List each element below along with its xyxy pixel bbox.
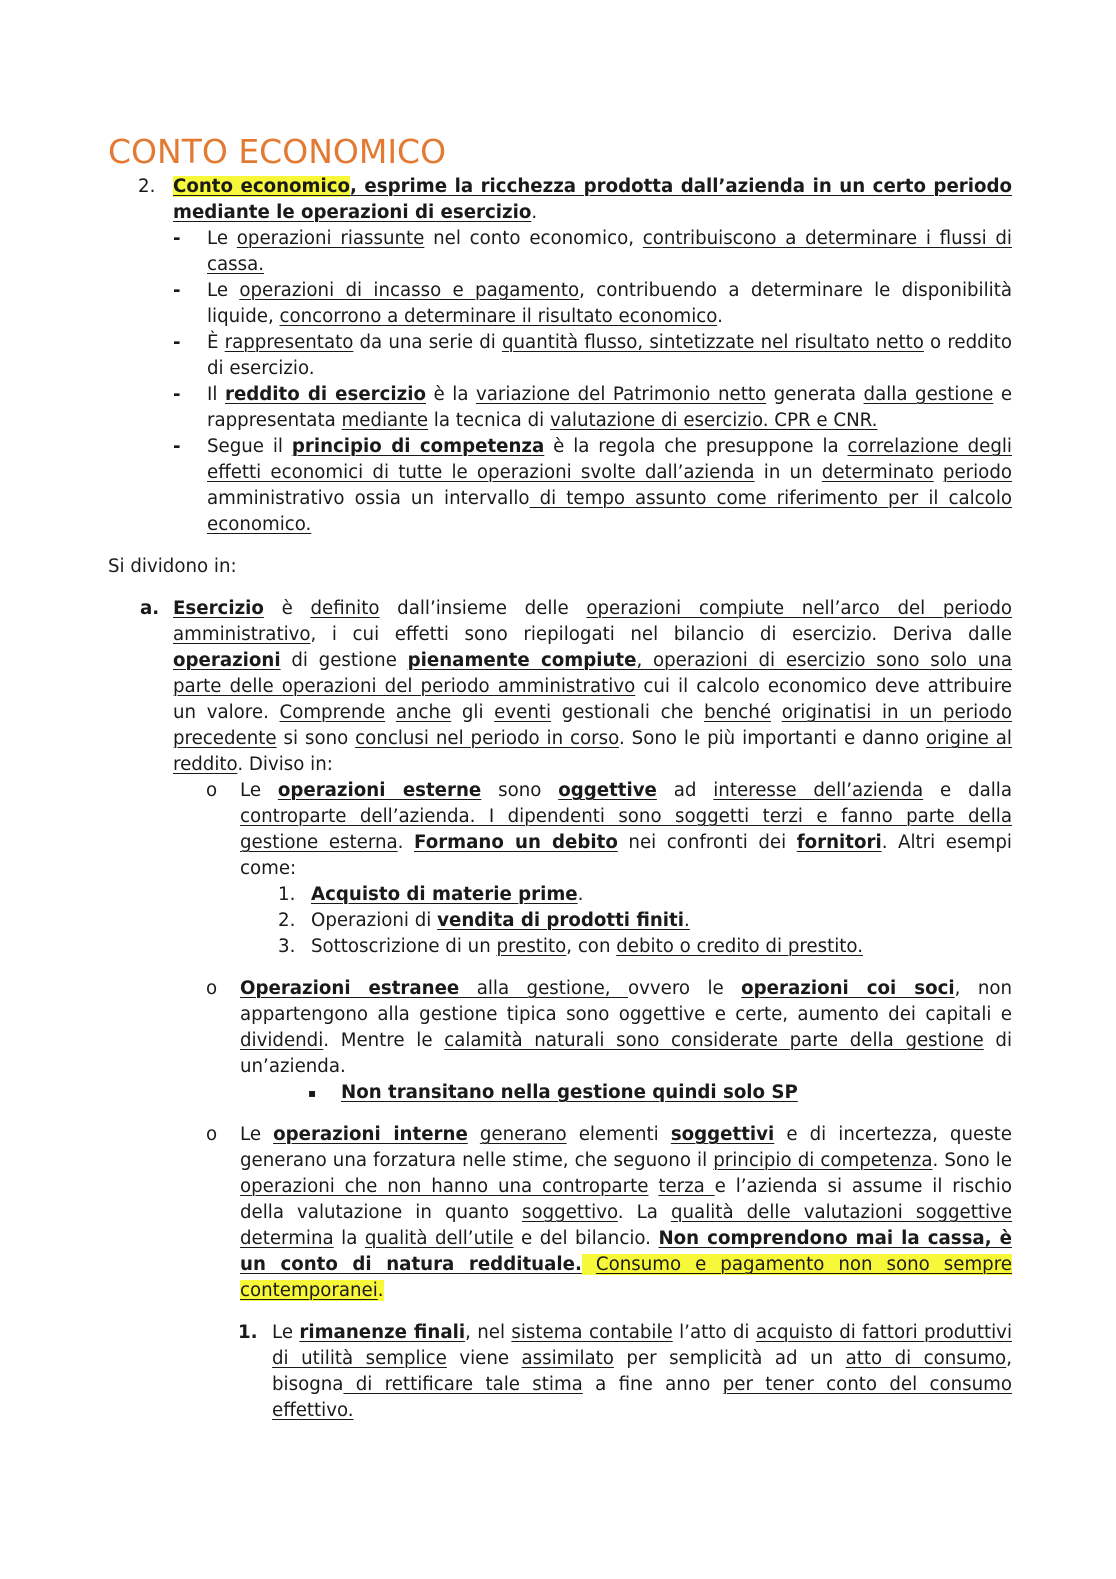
text-run: , esprime la ricchezza prodotta dall’azienda in un certo periodo mediante le operazioni di esercizio	[173, 176, 1013, 223]
text-run: . Diviso in:	[237, 754, 333, 775]
dash-item	[173, 226, 1012, 278]
text-run: , con	[566, 936, 617, 957]
circle-item-external	[206, 778, 1012, 882]
list-marker: -	[173, 280, 181, 301]
text-run: elementi	[566, 1124, 671, 1145]
text-run: per semplicità ad un	[613, 1348, 846, 1369]
list-marker: -	[173, 332, 181, 353]
text-run: in un	[754, 462, 822, 483]
item-2-text	[173, 174, 1012, 226]
text-run: pienamente compiute	[407, 650, 637, 671]
text-run: qualità dell’utile	[364, 1228, 514, 1249]
spacer	[108, 960, 1012, 976]
text-run: operazioni interne	[273, 1124, 468, 1145]
text-run: .	[377, 1280, 384, 1301]
example-text	[311, 908, 1012, 934]
text-run: operazioni di incasso e pagamento	[239, 280, 580, 301]
text-run: , non appartengono alla gestione tipica sono oggettive e certe, aumento dei capitali e	[240, 978, 1012, 1025]
dash-item-text	[207, 278, 1012, 330]
text-run: è la regola che presuppone la	[544, 436, 848, 457]
text-run: rimanenze finali	[299, 1322, 466, 1343]
text-run: . Sono le	[932, 1150, 1012, 1171]
example-text	[311, 934, 1012, 960]
spacer	[108, 580, 1012, 596]
text-run	[771, 702, 782, 723]
text-run: e dalla	[923, 780, 1012, 801]
text-run: Operazioni di	[311, 910, 438, 931]
text-run: calamità naturali sono considerate parte della gestione	[444, 1030, 984, 1051]
text-run: vendita di prodotti finiti	[437, 910, 684, 931]
text-run: viene	[446, 1348, 522, 1369]
text-run: mediante	[341, 410, 429, 431]
text-run: e l’azienda si assume il rischio della valutazione in quanto	[240, 1176, 1012, 1223]
text-run: Comprende	[279, 702, 386, 723]
text-run: Le	[207, 280, 240, 301]
text-run: ovvero le	[628, 978, 742, 999]
list-marker: 2.	[278, 910, 296, 931]
text-run	[385, 702, 396, 723]
text-run: operazioni esterne	[277, 780, 482, 801]
text-run: a fine anno	[582, 1374, 723, 1395]
text-run: definito	[310, 598, 380, 619]
example-item	[278, 934, 1012, 960]
text-run: da una serie di	[353, 332, 502, 353]
text-run: operazioni riassunte	[236, 228, 425, 249]
text-run: e rappresentata	[207, 384, 1013, 431]
text-run: anche	[395, 702, 452, 723]
external-operations-text	[240, 778, 1012, 882]
text-run: Segue il	[207, 436, 292, 457]
text-run: Il	[207, 384, 225, 405]
square-sub-item	[308, 1080, 1012, 1106]
numbered-item-2	[138, 174, 1012, 226]
text-run: Conto economico	[173, 176, 350, 197]
spacer	[108, 1304, 1012, 1320]
text-run: principio di competenza	[291, 436, 545, 457]
text-run: periodo	[942, 462, 1012, 483]
text-run: o reddito di esercizio.	[207, 332, 1013, 379]
text-run: Acquisto di materie prime	[311, 884, 578, 905]
text-run: .	[577, 884, 584, 905]
example-text	[311, 882, 1012, 908]
text-run: Esercizio	[173, 598, 264, 619]
text-run: Le	[240, 780, 278, 801]
dash-item-text	[207, 330, 1012, 382]
list-marker: -	[173, 228, 181, 249]
text-run: e di incertezza, queste generano una forzatura nelle stime, che seguono il	[240, 1124, 1012, 1171]
text-run: quantità flusso, sintetizzate nel risultato netto	[501, 332, 924, 353]
text-run: soggettivo	[522, 1202, 618, 1223]
text-run: è	[263, 598, 311, 619]
example-item	[278, 908, 1012, 934]
text-run: . Sono le più importanti e danno	[618, 728, 926, 749]
text-run: debito o credito di prestito.	[616, 936, 864, 957]
list-marker: 2.	[138, 176, 156, 197]
text-run: principio di competenza	[713, 1150, 933, 1171]
dash-list	[173, 226, 1012, 538]
text-run: nel conto economico,	[424, 228, 643, 249]
text-run: gestionali che	[551, 702, 705, 723]
text-run: variazione del Patrimonio netto	[476, 384, 767, 405]
text-run: Le	[207, 228, 237, 249]
text-run: benché	[704, 702, 772, 723]
text-run: fornitori	[796, 832, 882, 853]
dash-item	[173, 434, 1012, 538]
text-run: generata	[766, 384, 864, 405]
text-run: terza	[658, 1176, 715, 1197]
dash-item-text	[207, 382, 1012, 434]
list-marker: 1.	[278, 884, 296, 905]
text-run: è la	[425, 384, 477, 405]
list-marker: a.	[140, 598, 160, 619]
list-marker: -	[173, 384, 181, 405]
text-run: di un’azienda.	[240, 1030, 1012, 1077]
text-run: gli	[451, 702, 495, 723]
text-run: Consumo e pagamento non sono sempre contemporanei	[240, 1254, 1012, 1301]
text-run: alla gestione,	[459, 978, 628, 999]
dash-item	[173, 382, 1012, 434]
text-run: ad	[656, 780, 714, 801]
text-run: Operazioni estranee	[240, 978, 460, 999]
document-title: CONTO ECONOMICO	[108, 132, 447, 171]
text-run: , contribuendo a determinare le disponibilità liquide,	[207, 280, 1012, 327]
text-run: operazioni compiute nell’arco del periodo amministrativo	[173, 598, 1012, 645]
rimanenze-text	[272, 1320, 1012, 1424]
numbered-item-rimanenze	[238, 1320, 1012, 1424]
list-marker: o	[206, 1124, 218, 1145]
text-run: .	[397, 832, 415, 853]
text-run: per tener conto del consumo effettivo.	[272, 1374, 1012, 1421]
spacer	[108, 1106, 1012, 1122]
text-run: . Mentre le	[323, 1030, 445, 1051]
text-run: origine al reddito	[173, 728, 1012, 775]
circle-item-extraneous	[206, 976, 1012, 1080]
text-run: , i cui effetti sono riepilogati nel bilancio di esercizio. Deriva dalle	[310, 624, 1012, 645]
text-run: .	[531, 202, 538, 223]
sub-item-text: Non transitano nella gestione quindi solo SP	[341, 1082, 798, 1103]
dash-item	[173, 330, 1012, 382]
internal-operations-text	[240, 1122, 1012, 1304]
text-run: , bisogna	[272, 1348, 1012, 1395]
list-marker: 3.	[278, 936, 296, 957]
text-run: acquisto di fattori produttivi di utilità semplice	[272, 1322, 1012, 1369]
text-run: dividendi	[240, 1030, 324, 1051]
text-run: È	[207, 332, 225, 353]
text-run	[934, 462, 943, 483]
text-run: l’atto di	[672, 1322, 756, 1343]
text-run: assimilato	[521, 1348, 614, 1369]
text-run: la tecnica di	[428, 410, 550, 431]
text-run: eventi	[494, 702, 552, 723]
text-run: oggettive	[558, 780, 657, 801]
example-item	[278, 882, 1012, 908]
text-run: operazioni	[173, 650, 281, 671]
text-run: nei confronti dei	[617, 832, 797, 853]
text-run: dalla gestione	[863, 384, 994, 405]
text-run: rappresentato	[224, 332, 354, 353]
spacer	[108, 538, 1012, 554]
text-run: valutazione di esercizio. CPR e CNR.	[549, 410, 878, 431]
dash-item-text	[207, 434, 1012, 538]
si-dividono-text: Si dividono in:	[108, 556, 237, 577]
text-run: qualità delle valutazioni soggettive determina	[240, 1202, 1013, 1249]
list-marker: o	[206, 978, 218, 999]
text-run: cui il calcolo economico deve attribuire un valore.	[173, 676, 1012, 723]
text-run: e del bilancio.	[513, 1228, 659, 1249]
text-run: sono	[481, 780, 559, 801]
text-run	[648, 1176, 658, 1197]
text-run: di rettificare tale stima	[343, 1374, 583, 1395]
text-run: Le	[240, 1124, 274, 1145]
item-a-text	[173, 596, 1012, 778]
circle-item-internal	[206, 1122, 1012, 1304]
text-run: si sono	[276, 728, 356, 749]
document-content	[108, 132, 1012, 1424]
text-run: sistema contabile	[511, 1322, 673, 1343]
dash-item	[173, 278, 1012, 330]
text-run: Formano un debito	[414, 832, 618, 853]
text-run: la	[333, 1228, 365, 1249]
text-run: , operazioni di esercizio sono solo una parte delle operazioni del periodo amministrativo	[173, 650, 1012, 697]
text-run: , nel	[465, 1322, 512, 1343]
text-run: soggettivi	[670, 1124, 775, 1145]
dash-item-text	[207, 226, 1012, 278]
text-run: .	[683, 910, 690, 931]
text-run: Sottoscrizione di un	[311, 936, 497, 957]
text-run: originatisi in un periodo precedente	[173, 702, 1012, 749]
text-run: atto di consumo	[845, 1348, 1007, 1369]
text-run: operazioni coi soci	[741, 978, 955, 999]
text-run: Non comprendono mai la cassa, è un conto di natura reddituale.	[240, 1228, 1012, 1275]
square-bullet-icon: ▪	[308, 1086, 317, 1100]
examples-list	[278, 882, 1012, 960]
text-run: determinato	[821, 462, 934, 483]
text-run: .	[717, 306, 723, 327]
text-run: di tempo assunto come riferimento per il calcolo economico.	[207, 488, 1012, 535]
lettered-item-a	[140, 596, 1012, 778]
text-run: conclusi nel periodo in corso	[355, 728, 619, 749]
text-run: correlazione degli effetti economici di tutte le operazioni svolte dall’azienda	[207, 436, 1012, 483]
text-run: Le	[272, 1322, 300, 1343]
text-run: reddito di esercizio	[224, 384, 426, 405]
text-run	[582, 1254, 596, 1275]
text-run: interesse dell’azienda	[713, 780, 924, 801]
text-run: concorrono a determinare il risultato economico	[279, 306, 718, 327]
list-marker: o	[206, 780, 218, 801]
text-run: operazioni che non hanno una controparte	[240, 1176, 649, 1197]
text-run: contribuiscono a determinare i flussi di cassa.	[207, 228, 1012, 275]
text-run: . La	[617, 1202, 671, 1223]
text-run	[468, 1124, 480, 1145]
text-run: . Altri esempi come:	[240, 832, 1012, 879]
list-marker: 1.	[238, 1322, 258, 1343]
text-run: prestito	[496, 936, 567, 957]
text-run: amministrativo ossia un intervallo	[207, 488, 530, 509]
extraneous-operations-text	[240, 976, 1012, 1080]
text-run: di gestione	[280, 650, 408, 671]
list-marker: -	[173, 436, 181, 457]
text-run: controparte dell’azienda. I dipendenti sono soggetti terzi e fanno parte della gestione esterna	[240, 806, 1012, 853]
text-run: dall’insieme delle	[379, 598, 587, 619]
text-run: generano	[479, 1124, 567, 1145]
